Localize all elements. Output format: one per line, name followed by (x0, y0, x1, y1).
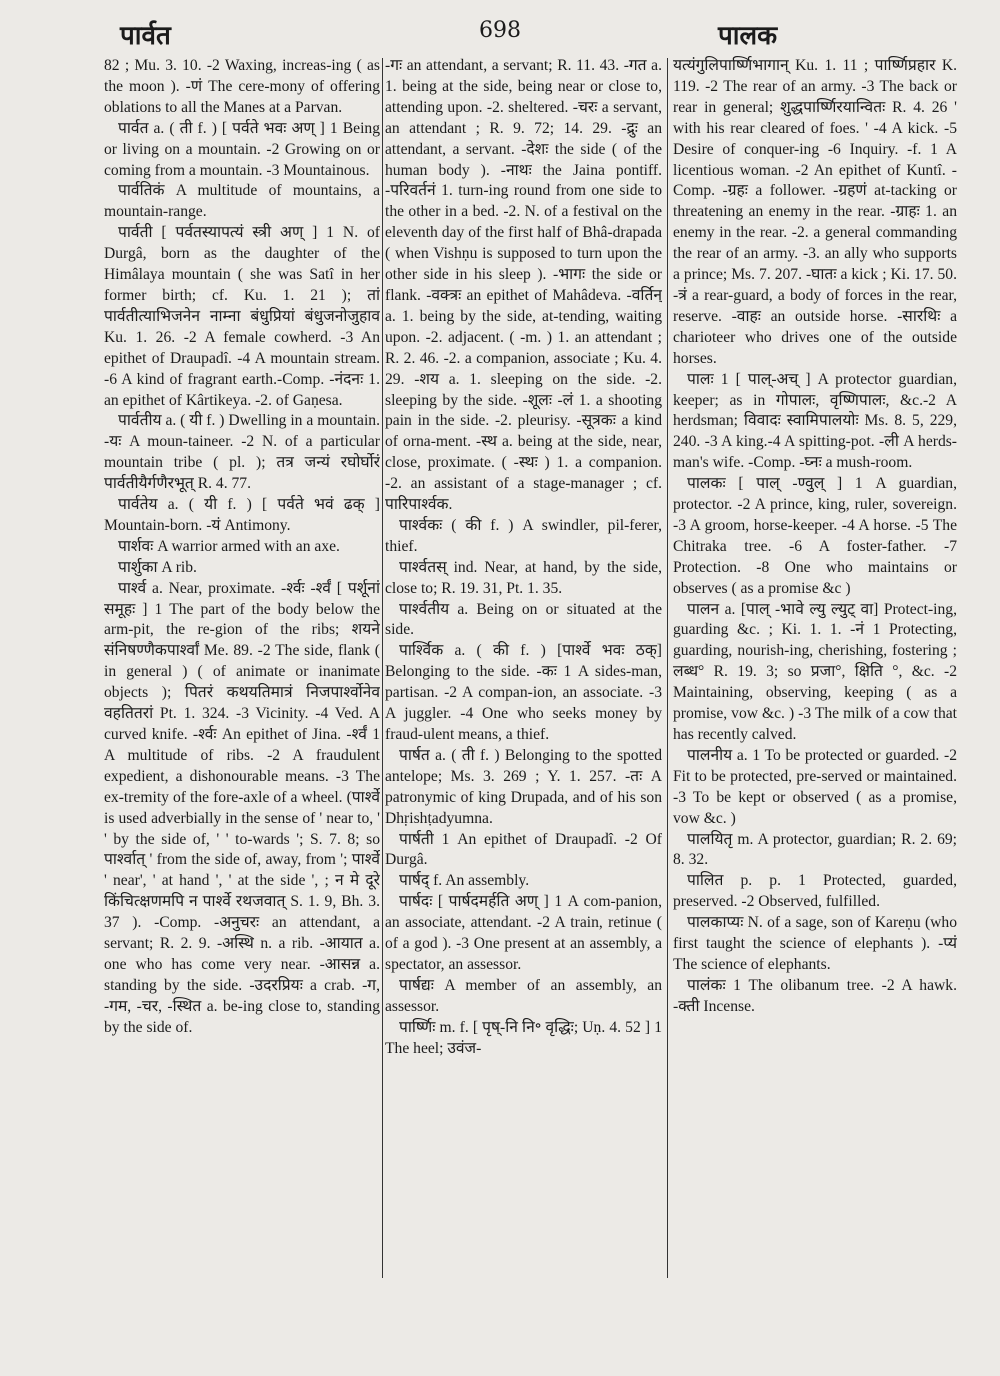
dictionary-entry: पार्षत a. ( ती f. ) Belonging to the spotted antelope; Ms. 3. 269 ; Y. 1. 257. -तः A patronymic of king Drupada, and of his son Dhṛishṭadyumna. (385, 746, 662, 827)
page-number: 698 (479, 18, 521, 43)
dictionary-entry: पार्वतेय a. ( यी f. ) [ पर्वते भवं ढक् ] Mountain-born. -यं Antimony. (104, 496, 380, 534)
dictionary-entry: पार्वतीय a. ( यी f. ) Dwelling in a mountain. -यः A moun-taineer. -2 N. of a particular mountain tribe ( pl. ); तत्र जन्यं रघोर्घोरं पार्वतीयैर्गणैरभूत् R. 4. 77. (104, 412, 380, 493)
dictionary-entry: पालनीय a. 1 To be protected or guarded. -2 Fit to be protected, pre-served or maintained. -3 To be kept or observed ( as a promise, vow &c. ) (673, 746, 957, 827)
dictionary-entry: पार्वत a. ( ती f. ) [ पर्वते भवः अण् ] 1 Being or living on a mountain. -2 Growing on or coming from a mountain. -3 Mountainous. (104, 119, 380, 179)
dictionary-columns (104, 56, 960, 1356)
header-right-guide-word: पालक (718, 21, 778, 51)
dictionary-entry: पालः 1 [ पाल्-अच् ] A protector guardian, keeper; as in गोपालः, वृष्णिपालः, &c.-2 A herdsman; विवादः स्वामिपालयोः Ms. 8. 5, 229, 240. -3 A king.-4 A spitting-pot. -ली A herds-man's wife. -Comp. -घ्नः a mush-room. (673, 370, 957, 472)
column-1 (104, 56, 380, 1356)
header-left-guide-word: पार्वत (120, 21, 171, 51)
dictionary-entry: पार्शुका A rib. (118, 558, 197, 576)
dictionary-entry: 82 ; Mu. 3. 10. -2 Waxing, increas-ing ( as the moon ). -णं The cere-mony of offering oblations to all the Manes at a Parvan. (104, 57, 380, 116)
dictionary-entry: पार्षद् f. An assembly. (399, 872, 530, 890)
dictionary-entry: पार्षदः [ पार्षदमर्हति अण् ] 1 A com-panion, an associate, attendant. -2 A train, retinue ( of a god ). -3 One present at an assembly, a spectator, an assessor. (385, 893, 662, 973)
dictionary-entry: पार्श्व a. Near, proximate. -र्श्वः -र्श्वं [ पर्शूनां समूहः ] 1 The part of the body below the arm-pit, the re-gion of the ribs; शयने संनिषण्णैकपार्श्वां Me. 89. -2 The side, flank ( in general ) ( of animate or inanimate objects ); पितरं कथयतिमात्रं निजपार्श्वोनेव वहतितरां Pt. 1. 324. -3 Vicinity. -4 Ved. A curved knife. -र्श्वः An epithet of Jina. -र्श्वं 1 A multitude of ribs. -2 A fraudulent expedient, a dishonourable means. -3 The ex-tremity of the fore-axle of a wheel. (पार्श्वे is used adverbially in the sense of ' near to, ' ' by the side of, ' ' to-wards '; S. 7. 8; so पार्श्वात् ' from the side of, away, from '; पार्श्वे ' near', ' at hand ', ' at the side ', ; न मे दूरे किंचित्क्षणमपि न पार्श्वे रथजवात् S. 1. 9, Bh. 3. 37 ). -Comp. -अनुचरः an attendant, a servant; R. 2. 9. -अस्थि n. a rib. -आयात a. one who has come very near. -आसन्न a. standing by the side. -उदरप्रियः a crab. -ग, -गम, -चर, -स्थित a. be-ing close to, standing by the side of. (104, 579, 380, 1036)
dictionary-entry: पार्षद्यः A member of an assembly, an assessor. (385, 976, 662, 1015)
dictionary-entry: पालित p. p. 1 Protected, guarded, preserved. -2 Observed, fulfilled. (673, 872, 957, 911)
dictionary-entry: पार्श्वतस् ind. Near, at hand, by the side, close to; R. 19. 31, Pt. 1. 35. (385, 558, 662, 597)
dictionary-entry: यत्यंगुलिपार्ष्णिभागान् Ku. 1. 11 ; पार्ष्णिप्रहार K. 119. -2 The rear of an army. -3 The back or rear in general; शुद्धपार्ष्णिरयान्वितः R. 4. 26 ' with his rear cleared of foes. ' -4 A kick. -5 Desire of conquer-ing -6 Inquiry. -f. 1 A licentious woman. -2 An epithet of Kuntî. -Comp. -ग्रहः a follower. -ग्रहणं at-tacking or threatening an enemy in the rear. -ग्राहः 1. an enemy in the rear. -2. a general commanding the rear of an army. -3. an ally who supports a prince; Ms. 7. 207. -घातः a kick ; Ki. 17. 50. -त्रं a rear-guard, a body of forces in the rear, reserve. -वाहः an outside horse. -सारथिः a charioteer who drives one of the outside horses. (673, 57, 957, 367)
dictionary-entry: पालन a. [पाल् -भावे ल्यु ल्युट् वा] Protect-ing, guarding &c. ; Ki. 1. 1. -नं 1 Protecting, guarding, nourish-ing, cherishing, fostering ; लब्ध° R. 19. 3; so प्रजा°, क्षिति °, &c. -2 Maintaining, observing, keeping ( as a promise, vow &c. ) -3 The milk of a cow that has recently calved. (673, 600, 957, 743)
dictionary-entry: पार्श्वतीय a. Being on or situated at the side. (385, 600, 662, 639)
dictionary-entry: पार्शवः A warrior armed with an axe. (118, 537, 340, 555)
dictionary-entry: पार्षती 1 An epithet of Draupadî. -2 Of Durgâ. (385, 830, 662, 869)
dictionary-entry: पार्ष्णिः m. f. [ पृष्-नि नि॰ वृद्धिः; Uṇ. 4. 52 ] 1 The heel; उवंज- (385, 1018, 662, 1057)
dictionary-entry: पालकः [ पाल् -ण्वुल् ] 1 A guardian, protector. -2 A prince, king, ruler, sovereign. -3 A groom, horse-keeper. -4 A horse. -5 The Chitraka tree. -6 A foster-father. -7 Protection. -8 One who maintains or observes ( as a promise &c ) (673, 475, 957, 597)
column-3 (673, 56, 957, 1356)
dictionary-entry: पालंकः 1 The olibanum tree. -2 A hawk. -क्ती Incense. (673, 976, 957, 1015)
dictionary-entry: -गः an attendant, a servant; R. 11. 43. -गत a. 1. being at the side, being near or close to, attending upon. -2. sheltered. -चरः a servant, an attendant ; R. 9. 72; 14. 29. -द्रुः an attendant, a servant. -देशः the side ( of the human body ). -नाथः the Jaina pontiff. -परिवर्तनं 1. turn-ing round from one side to the other in a bed. -2. N. of a festival on the eleventh day of the first half of Bhâ-drapada ( when Vishṇu is supposed to turn upon the other side in his sleep ). -भागः the side or flank. -वक्त्रः an epithet of Mahâdeva. -वर्तिन् a. 1. being by the side, at-tending, waiting upon. -2. adjacent. ( -m. ) 1. an attendant ; R. 2. 46. -2. a companion, associate ; Ku. 4. 29. -शय a. 1. sleeping on the side. -2. sleeping by the side. -शूलः -लं 1. a shooting pain in the side. -2. pleurisy. -सूत्रकः a kind of orna-ment. -स्थ a. being at the side, near, close, proximate. ( -स्थः ) 1. a companion. -2. an assistant of a stage-manager ; cf. पारिपार्श्वक. (385, 57, 662, 514)
dictionary-entry: पालकाप्यः N. of a sage, son of Kareṇu (who first taught the science of elephants ). -प्यं The science of elephants. (673, 914, 957, 973)
dictionary-entry: पार्श्वकः ( की f. ) A swindler, pil-ferer, thief. (385, 516, 662, 555)
dictionary-entry: पालयितृ m. A protector, guardian; R. 2. 69; 8. 32. (673, 830, 957, 869)
dictionary-entry: पार्श्विक a. ( की f. ) [पार्श्वे भवः ठक्] Belonging to the side. -कः 1 A sides-man, partisan. -2 A compan-ion, an associate. -3 A juggler. -4 One who seeks money by fraud-ulent means, a thief. (385, 642, 662, 743)
dictionary-entry: पार्वती [ पर्वतस्यापत्यं स्त्री अण् ] 1 N. of Durgâ, born as the daughter of the Himâlaya mountain ( she was Satî in her former birth; cf. Ku. 1. 21 ); तां पार्वतीत्याभिजनेन नाम्ना बंधुप्रियां बंधुजनोजुहाव Ku. 1. 26. -2 A female cowherd. -3 An epithet of Draupadî. -4 A mountain stream. -6 A kind of fragrant earth.-Comp. -नंदनः 1. an epithet of Kârtikeya. -2. of Gaṇesa. (104, 224, 380, 409)
dictionary-entry: पार्वतिकं A multitude of mountains, a mountain-range. (104, 182, 380, 221)
column-2 (385, 56, 662, 1356)
